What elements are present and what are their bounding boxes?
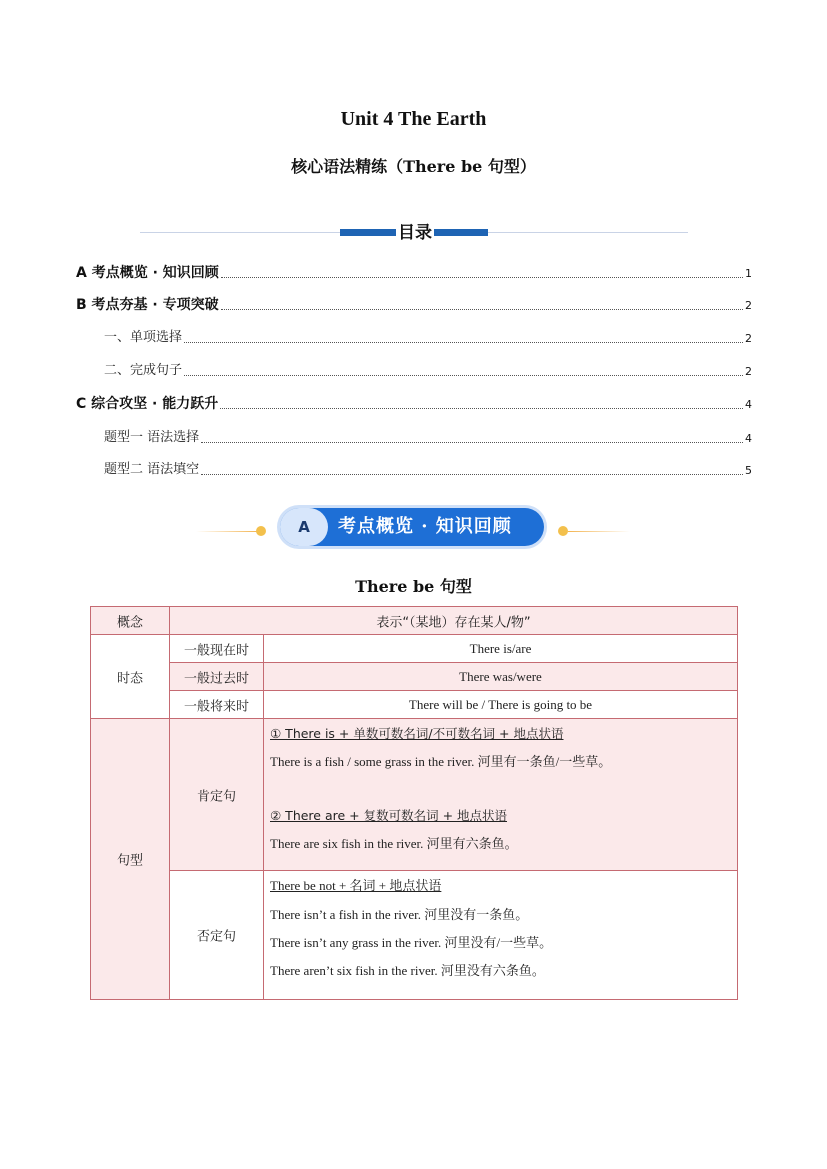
toc-entry-text: A 考点概览 · 知识回顾 (76, 265, 219, 281)
negative-content-cell (263, 870, 738, 1000)
toc-entry-b2[interactable] (104, 360, 752, 380)
toc-leader (221, 308, 743, 310)
negative-label: 否定句 (196, 929, 236, 945)
tense-name: 一般过去时 (183, 671, 249, 686)
toc-entry-page: 5 (745, 464, 752, 477)
affirmative-label: 肯定句 (196, 789, 236, 804)
toc-entry-page: 4 (745, 432, 752, 445)
affirmative-example-1: There is a fish / some grass in the river. 河里有一条鱼/一些草。 (270, 754, 612, 769)
concept-label: 概念 (116, 615, 143, 630)
affirmative-label-cell (169, 718, 264, 871)
toc-entry-text: B 考点夯基 · 专项突破 (76, 297, 219, 313)
pattern-label-cell (90, 718, 170, 1000)
toc-leader (221, 276, 743, 278)
tense-name-cell (169, 634, 264, 663)
banner-dot-right (558, 526, 568, 536)
toc-entry-page: 2 (745, 299, 752, 312)
tense-form: There is/are (469, 640, 532, 656)
tense-name: 一般将来时 (183, 699, 249, 714)
concept-label-cell (90, 606, 170, 635)
affirmative-rule-2: ② There are + 复数可数名词 + 地点状语 (270, 808, 508, 823)
banner-dot-left (256, 526, 266, 536)
section-badge: A (280, 508, 328, 546)
section-label: 考点概览 · 知识回顾 (338, 516, 512, 537)
section-a-banner (196, 506, 630, 550)
grammar-table (90, 606, 738, 1000)
toc-leader (201, 473, 743, 475)
toc-entry-b[interactable] (76, 294, 752, 314)
pattern-label: 句型 (116, 853, 143, 869)
banner-line-right (568, 531, 630, 532)
tense-name: 一般现在时 (183, 643, 249, 658)
toc-entry-text: C 综合攻坚 · 能力跃升 (76, 396, 219, 412)
tense-form: There will be / There is going to be (408, 696, 593, 712)
tense-label: 时态 (116, 671, 143, 686)
tense-name-cell (169, 662, 264, 691)
tense-name-cell (169, 690, 264, 719)
toc-entry-text: 题型二 语法填空 (104, 462, 200, 477)
toc-entry-c1[interactable] (104, 427, 752, 447)
toc-heading (140, 218, 688, 246)
toc-heading-bar-right (434, 229, 488, 236)
toc-leader (184, 341, 743, 343)
concept-value: 表示“（某地）存在某人/物” (376, 615, 531, 630)
toc-entry-text: 题型一 语法选择 (104, 430, 200, 445)
concept-value-cell (169, 606, 738, 635)
toc-leader (201, 441, 743, 443)
affirmative-rule-1: ① There is + 单数可数名词/不可数名词 + 地点状语 (270, 726, 564, 741)
negative-example-3: There aren’t six fish in the river. 河里没有六条鱼。 (270, 963, 545, 978)
tense-form-cell (263, 690, 738, 719)
table-title: There be 句型 (355, 577, 472, 596)
negative-rule: There be not + 名词 + 地点状语 (270, 878, 442, 893)
affirmative-example-2: There are six fish in the river. 河里有六条鱼。 (270, 836, 518, 851)
toc-entry-a[interactable] (76, 262, 752, 282)
toc-heading-label: 目录 (396, 218, 434, 243)
affirmative-content-cell (263, 718, 738, 871)
tense-form-cell (263, 634, 738, 663)
toc-entry-text: 一、单项选择 (104, 330, 183, 345)
banner-line-left (196, 531, 258, 532)
tense-form-cell (263, 662, 738, 691)
toc-entry-text: 二、完成句子 (104, 363, 183, 378)
toc-entry-c[interactable] (76, 393, 752, 413)
toc-entry-b1[interactable] (104, 327, 752, 347)
toc-entry-page: 1 (745, 267, 752, 280)
tense-form: There was/were (459, 668, 542, 684)
doc-subtitle: 核心语法精练（There be 句型） (291, 157, 536, 176)
toc-entry-c2[interactable] (104, 459, 752, 479)
negative-example-2: There isn’t any grass in the river. 河里没有/一些草。 (270, 935, 553, 950)
toc-leader (220, 407, 743, 409)
toc-entry-page: 2 (745, 332, 752, 345)
toc-entry-page: 2 (745, 365, 752, 378)
toc-leader (184, 374, 743, 376)
negative-example-1: There isn’t a fish in the river. 河里没有一条鱼。 (270, 907, 529, 922)
doc-title: Unit 4 The Earth (340, 108, 487, 130)
negative-label-cell (169, 870, 264, 1000)
toc-heading-bar-left (340, 229, 396, 236)
banner-pill (280, 508, 544, 546)
toc-entry-page: 4 (745, 398, 752, 411)
tense-label-cell (90, 634, 170, 719)
